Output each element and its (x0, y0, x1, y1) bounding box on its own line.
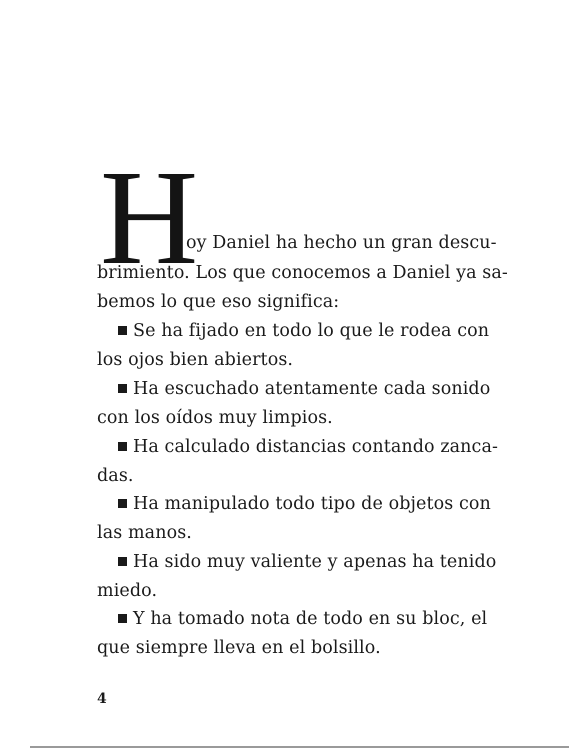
list-item-continuation: das. (97, 466, 134, 486)
drop-cap-letter: H (100, 143, 199, 293)
paragraph-line-3: bemos lo que eso significa: (97, 292, 340, 312)
bottom-divider (30, 746, 569, 748)
paragraph-line-2: brimiento. Los que conocemos a Daniel ya sa- (97, 263, 508, 283)
square-bullet-icon (118, 557, 127, 566)
list-item-first-line (118, 551, 496, 573)
list-item-text: Ha escuchado atentamente cada sonido (133, 379, 491, 399)
list-item-first-line (118, 493, 491, 515)
list-item-first-line (118, 378, 490, 400)
list-item-first-line (118, 436, 498, 458)
list-item-text: Y ha tomado nota de todo en su bloc, el (133, 609, 488, 629)
list-item-continuation: los ojos bien abiertos. (97, 350, 294, 370)
list-item-text: Ha sido muy valiente y apenas ha tenido (133, 552, 497, 572)
square-bullet-icon (118, 326, 127, 335)
list-item-text: Se ha fijado en todo lo que le rodea con (133, 321, 490, 341)
page-number: 4 (97, 691, 107, 707)
list-item-first-line (118, 608, 487, 630)
square-bullet-icon (118, 614, 127, 623)
list-item-continuation: miedo. (97, 581, 158, 601)
list-item-text: Ha manipulado todo tipo de objetos con (133, 494, 491, 514)
list-item-continuation: que siempre lleva en el bolsillo. (97, 638, 381, 658)
list-item-text: Ha calculado distancias contando zanca- (133, 437, 498, 457)
list-item-first-line (118, 320, 489, 342)
paragraph-line-1: oy Daniel ha hecho un gran descu- (186, 233, 497, 253)
list-item-continuation: las manos. (97, 523, 192, 543)
square-bullet-icon (118, 384, 127, 393)
square-bullet-icon (118, 442, 127, 451)
square-bullet-icon (118, 499, 127, 508)
list-item-continuation: con los oídos muy limpios. (97, 408, 333, 428)
